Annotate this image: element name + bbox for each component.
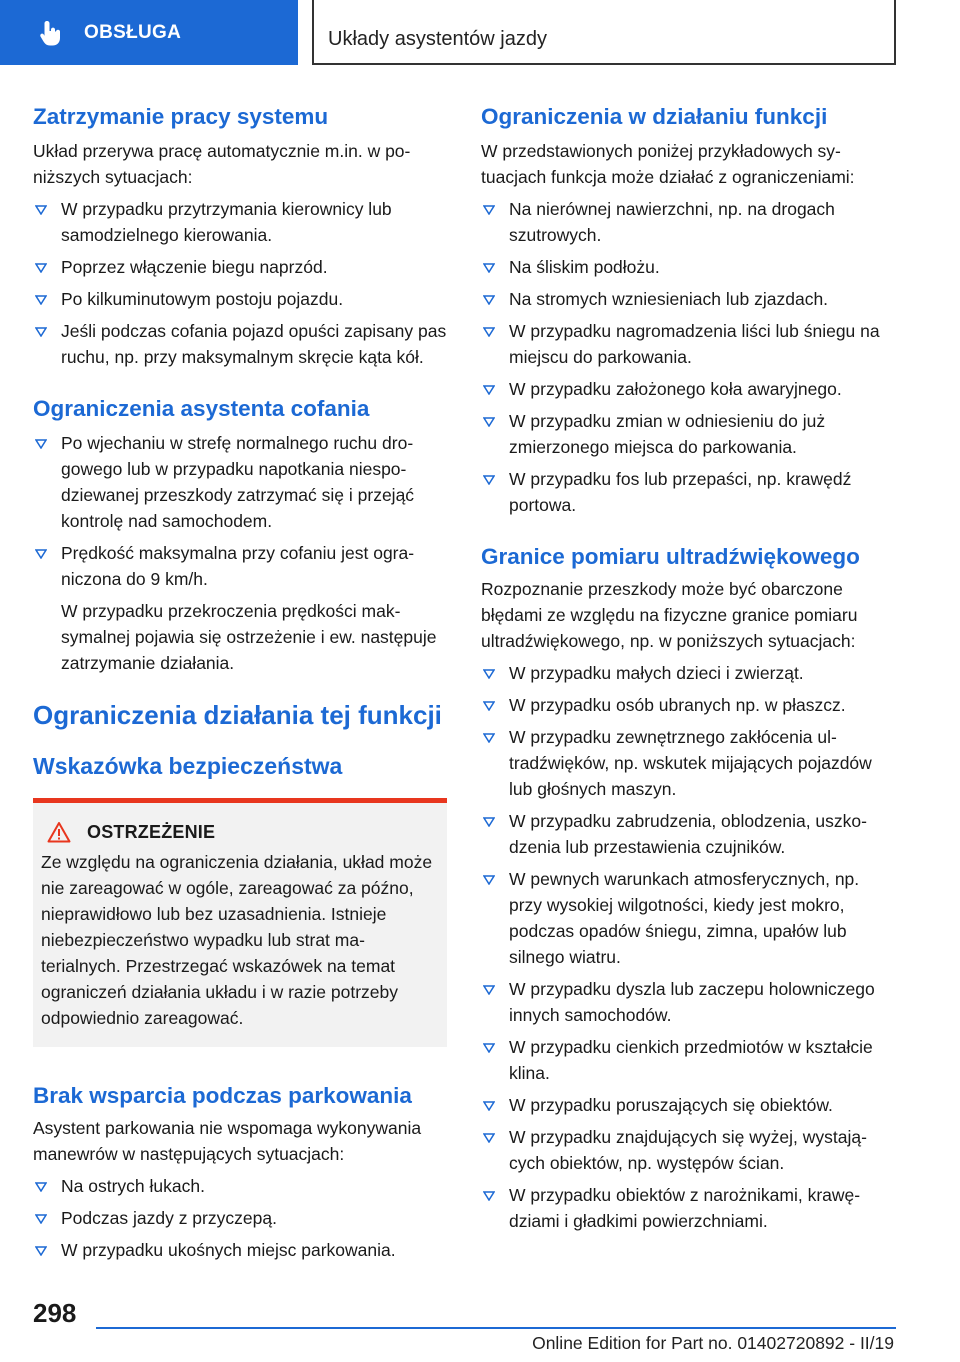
list-item: Na stromych wzniesieniach lub zjazdach.	[481, 286, 893, 312]
bullet-list	[481, 660, 893, 1234]
list-item: Na śliskim podłożu.	[481, 254, 893, 280]
triangle-bullet-icon	[35, 1246, 47, 1256]
triangle-bullet-icon	[483, 295, 495, 305]
list-item: W przypadku cienkich przedmiotów w kształcie klina.	[481, 1034, 893, 1086]
list-item: Po wjechaniu w strefę normalnego ruchu drogowego lub w przypadku napotkania niespodziewanej przeszkody zatrzymać się i przejąć kontrolę nad samochodem.	[33, 430, 447, 534]
list-item: Prędkość maksymalna przy cofaniu jest ograniczona do 9 km/h.	[33, 540, 447, 592]
list-item: W przypadku małych dzieci i zwierząt.	[481, 660, 893, 686]
triangle-bullet-icon	[35, 205, 47, 215]
hand-pointer-icon	[36, 18, 66, 48]
subsection-title: Wskazówka bezpieczeństwa	[33, 753, 343, 779]
footer-divider	[96, 1327, 896, 1329]
triangle-bullet-icon	[483, 1101, 495, 1111]
section-title: Ograniczenia w działaniu funkcji	[481, 104, 828, 129]
header-section-label: OBSŁUGA	[84, 21, 182, 43]
triangle-bullet-icon	[483, 817, 495, 827]
section-title: Ograniczenia asystenta cofania	[33, 396, 370, 421]
list-item: Na nierównej nawierzchni, np. na drogach szutrowych.	[481, 196, 893, 248]
triangle-bullet-icon	[483, 417, 495, 427]
list-item: W przypadku ukośnych miejsc parkowania.	[33, 1237, 447, 1263]
list-item: Jeśli podczas cofania pojazd opuści zapisany pas ruchu, np. przy maksymalnym skręcie kąta kół.	[33, 318, 447, 370]
triangle-bullet-icon	[483, 701, 495, 711]
list-item: W przypadku poruszających się obiektów.	[481, 1092, 893, 1118]
triangle-bullet-icon	[483, 385, 495, 395]
right-column	[481, 102, 893, 1234]
header-chapter-title: Układy asystentów jazdy	[328, 28, 547, 50]
triangle-bullet-icon	[483, 1191, 495, 1201]
list-item: W przypadku dyszla lub zaczepu holowniczego innych samochodów.	[481, 976, 893, 1028]
triangle-bullet-icon	[483, 1133, 495, 1143]
section-intro: W przedstawionych poniżej przykładowych sytuacjach funkcja może działać z ograniczeniami:	[481, 141, 855, 187]
triangle-bullet-icon	[35, 1182, 47, 1192]
section-intro: Układ przerywa pracę automatycznie m.in. w poniższych sytuacjach:	[33, 141, 411, 187]
section-title: Brak wsparcia podczas parkowania	[33, 1083, 412, 1108]
list-item: Po kilkuminutowym postoju pojazdu.	[33, 286, 447, 312]
bullet-list	[481, 196, 893, 518]
warning-label: OSTRZEŻENIE	[87, 821, 216, 842]
list-item: W przypadku obiektów z narożnikami, krawędziami i gładkimi powierzchniami.	[481, 1182, 893, 1234]
list-note: W przypadku przekroczenia prędkości maksymalnej pojawia się ostrzeżenie i ew. następuje zatrzymanie działania.	[61, 601, 437, 673]
triangle-bullet-icon	[35, 295, 47, 305]
triangle-bullet-icon	[35, 549, 47, 559]
warning-text: Ze względu na ograniczenia działania, układ może nie zareagować w ogóle, zareagować za późno, nieprawidłowo lub bez uzasadnienia. Istnieje niebezpieczeństwo wypadku lub strat materialnych. Przestrzegać wskazówek na temat ograniczeń działania układu i w razie potrzeby odpowiednio zareagować.	[41, 852, 433, 1028]
footer-edition-text: Online Edition for Part no. 01402720892 - II/19	[532, 1333, 894, 1353]
list-item: W przypadku znajdujących się wyżej, wystających obiektów, np. występów ścian.	[481, 1124, 893, 1176]
section-intro: Asystent parkowania nie wspomaga wykonywania manewrów w następujących sytuacjach:	[33, 1118, 422, 1164]
triangle-bullet-icon	[483, 875, 495, 885]
triangle-bullet-icon	[483, 669, 495, 679]
section-intro: Rozpoznanie przeszkody może być obarczone błędami ze względu na fizyczne granice pomiaru ultradźwiękowego, np. w poniższych sytuacjach:	[481, 579, 858, 651]
left-column	[33, 102, 447, 1263]
list-item: W przypadku przytrzymania kierownicy lub samodzielnego kierowania.	[33, 196, 447, 248]
triangle-bullet-icon	[483, 985, 495, 995]
triangle-bullet-icon	[35, 263, 47, 273]
bullet-list	[33, 430, 447, 592]
warning-box	[33, 798, 447, 1047]
header-title-box	[312, 0, 896, 65]
chapter-heading: Ograniczenia działania tej funkcji	[33, 700, 442, 730]
list-item: W pewnych warunkach atmosferycznych, np. przy wysokiej wilgotności, kiedy jest mokro, podczas opadów śniegu, zimna, upałów lub silnego wiatru.	[481, 866, 893, 970]
list-item: W przypadku zabrudzenia, oblodzenia, uszkodzenia lub przestawienia czujników.	[481, 808, 893, 860]
section-title: Zatrzymanie pracy systemu	[33, 104, 329, 129]
list-item: W przypadku fos lub przepaści, np. krawędź portowa.	[481, 466, 893, 518]
header-section-tab	[0, 0, 298, 65]
list-item: W przypadku nagromadzenia liści lub śniegu na miejscu do parkowania.	[481, 318, 893, 370]
list-item: W przypadku osób ubranych np. w płaszcz.	[481, 692, 893, 718]
section-title: Granice pomiaru ultradźwiękowego	[481, 544, 860, 569]
triangle-bullet-icon	[483, 327, 495, 337]
triangle-bullet-icon	[483, 733, 495, 743]
warning-triangle-icon	[47, 821, 71, 843]
list-item: W przypadku zewnętrznego zakłócenia ultradźwięków, np. wskutek mijających pojazdów lub głośnych maszyn.	[481, 724, 893, 802]
triangle-bullet-icon	[483, 1043, 495, 1053]
triangle-bullet-icon	[35, 439, 47, 449]
list-item: Podczas jazdy z przyczepą.	[33, 1205, 447, 1231]
list-item: W przypadku założonego koła awaryjnego.	[481, 376, 893, 402]
bullet-list	[33, 1173, 447, 1263]
list-item: W przypadku zmian w odniesieniu do już zmierzonego miejsca do parkowania.	[481, 408, 893, 460]
triangle-bullet-icon	[35, 1214, 47, 1224]
list-item: Na ostrych łukach.	[33, 1173, 447, 1199]
list-item: Poprzez włączenie biegu naprzód.	[33, 254, 447, 280]
triangle-bullet-icon	[483, 263, 495, 273]
triangle-bullet-icon	[483, 475, 495, 485]
triangle-bullet-icon	[35, 327, 47, 337]
page-number: 298	[33, 1298, 77, 1328]
triangle-bullet-icon	[483, 205, 495, 215]
bullet-list	[33, 196, 447, 370]
